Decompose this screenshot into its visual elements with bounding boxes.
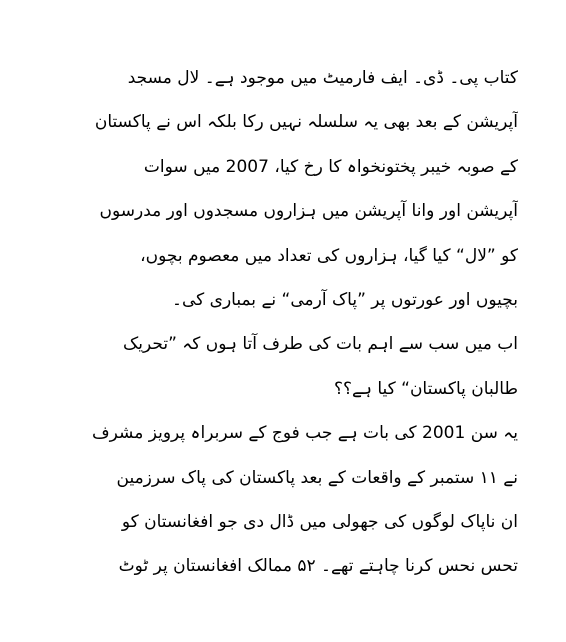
text-line-6: بچیوں اور عورتوں پر ”پاک آرمی“ نے بمباری کی۔ xyxy=(172,289,518,310)
urdu-text-block xyxy=(64,56,518,589)
text-line-1: کتاب پی۔ ڈی۔ ایف فارمیٹ میں موجود ہے۔ لال مسجد xyxy=(127,68,518,88)
text-line-4: آپریشن اور وانا آپریشن میں ہزاروں مسجدوں اور مدرسوں xyxy=(99,201,518,222)
text-line-3: کے صوبہ خیبر پختونخواہ کا رخ کیا، 2007 میں سوات xyxy=(143,156,518,177)
text-line-10: نے ۱۱ ستمبر کے واقعات کے بعد پاکستان کی پاک سرزمین xyxy=(116,467,518,488)
text-line-11: ان ناپاک لوگوں کی جھولی میں ڈال دی جو افغانستان کو xyxy=(121,511,518,532)
text-line-2: آپریشن کے بعد بھی یہ سلسلہ نہیں رکا بلکہ اس نے پاکستان xyxy=(94,112,518,133)
text-line-8: طالبان پاکستان“ کیا ہے؟؟ xyxy=(333,378,518,399)
text-line-9: یہ سن 2001 کی بات ہے جب فوج کے سربراہ پرویز مشرف xyxy=(92,423,518,444)
text-line-12: تحس نحس کرنا چاہتے تھے۔ ۵۲ ممالک افغانستان پر ٹوٹ xyxy=(118,556,518,577)
text-line-7: اب میں سب سے اہم بات کی طرف آتا ہوں کہ ”تحریک xyxy=(123,334,518,355)
text-line-5: کو ”لال“ کیا گیا، ہزاروں کی تعداد میں معصوم بچوں، xyxy=(140,245,518,266)
